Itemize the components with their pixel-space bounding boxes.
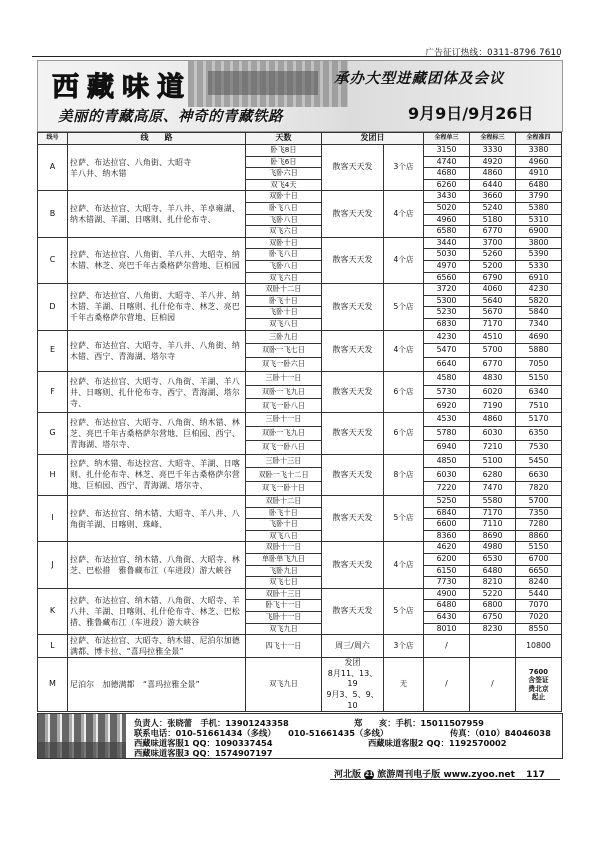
table-row (38, 237, 562, 249)
price-4star: 6480 (516, 179, 562, 191)
route-code: H (38, 454, 68, 495)
table-body (38, 145, 562, 712)
hotel-count: 3个店 (384, 635, 424, 658)
price-4star: 5450 (516, 454, 562, 468)
edition-label: 河北版 (334, 770, 362, 780)
trip-duration: 双卧一飞十二日 (246, 468, 322, 482)
trip-duration: 三卧十三日 (246, 454, 322, 468)
price-standard-3star: 8230 (470, 623, 516, 635)
price-4star: 6350 (516, 427, 562, 441)
departure-schedule: 散客天天发 (322, 191, 384, 237)
price-standard-3star: 3660 (470, 191, 516, 203)
ad-hotline: 广告征订热线：0311-8796 7610 (425, 48, 562, 58)
header-price1: 全程单三 (424, 133, 470, 145)
table-row (38, 496, 562, 508)
trip-duration: 双飞七日 (246, 577, 322, 589)
price-4star: 8860 (516, 530, 562, 542)
banner-headline: 承办大型进藏团体及会议 (334, 71, 505, 87)
header-code: 线号 (38, 133, 68, 145)
price-single-3star: 6840 (424, 507, 470, 519)
price-standard-3star: 5580 (470, 496, 516, 508)
trip-duration: 双卧十日 (246, 237, 322, 249)
price-standard-3star: 6030 (470, 427, 516, 441)
price-standard-3star: 6280 (470, 468, 516, 482)
price-4star: 5150 (516, 542, 562, 554)
route-code: C (38, 237, 68, 283)
price-standard-3star (470, 635, 516, 658)
price-standard-3star: 4060 (470, 284, 516, 296)
price-single-3star: 7730 (424, 577, 470, 589)
price-single-3star: 8010 (424, 623, 470, 635)
price-standard-3star: 5180 (470, 214, 516, 226)
route-code: D (38, 284, 68, 330)
price-single-3star: 6150 (424, 565, 470, 577)
price-single-3star: 6430 (424, 612, 470, 624)
departure-schedule: 散客天天发 (322, 284, 384, 330)
departure-dates: 9月9日/9月26日 (408, 104, 534, 123)
price-standard-3star: 7170 (470, 507, 516, 519)
trip-duration: 飞卧八日 (246, 260, 322, 272)
hotel-count: 4个店 (384, 330, 424, 371)
price-single-3star: 5230 (424, 307, 470, 319)
trip-duration: 三卧十一日 (246, 413, 322, 427)
price-4star: 7020 (516, 612, 562, 624)
route-description: 拉萨、布达拉宫、纳木错、大昭寺、羊八井、八角街羊湖、日喀则、珠峰、 (68, 496, 246, 542)
price-4star: 5840 (516, 307, 562, 319)
route-description: 拉萨、布达拉宫、纳木错、八角街、大昭寺、羊八井、羊湖、日喀则、扎什伦布寺、林芝、巴松措、雅鲁藏布江（车进段）游大峡谷 (68, 588, 246, 634)
price-4star: 7510 (516, 399, 562, 413)
price-standard-3star: 5200 (470, 260, 516, 272)
price-standard-3star: 7210 (470, 440, 516, 454)
departure-schedule: 散客天天发 (322, 145, 384, 191)
price-single-3star: 5730 (424, 385, 470, 399)
price-standard-3star: 4920 (470, 156, 516, 168)
price-4star: 7350 (516, 507, 562, 519)
price-4star: 4960 (516, 156, 562, 168)
price-4star: 6650 (516, 565, 562, 577)
price-standard-3star: / (470, 658, 516, 712)
trip-duration: 双飞一卧六日 (246, 358, 322, 372)
trip-duration: 双卧十三日 (246, 588, 322, 600)
price-single-3star: 6920 (424, 399, 470, 413)
price-single-3star: 5250 (424, 496, 470, 508)
potala-palace-shadow (208, 71, 318, 95)
price-single-3star: / (424, 658, 470, 712)
departure-schedule: 发团 8月11、13、19 9月3、5、9、10 (322, 658, 384, 712)
price-single-3star: 4580 (424, 371, 470, 385)
price-single-3star: 5780 (424, 427, 470, 441)
price-4star: 5880 (516, 344, 562, 358)
price-single-3star: 4740 (424, 156, 470, 168)
table-row (38, 330, 562, 344)
price-single-3star: 5030 (424, 249, 470, 261)
route-description: 拉萨、布达拉宫、大昭寺、羊八井、羊卓雍湖、纳木错湖、羊湖、日喀则、扎什伦布寺、 (68, 191, 246, 237)
price-single-3star: 4960 (424, 214, 470, 226)
prayer-wheels-base (38, 742, 126, 758)
header-route: 线 路 (68, 133, 246, 145)
departure-schedule: 散客天天发 (322, 237, 384, 283)
price-4star: 5380 (516, 202, 562, 214)
price-4star: 6900 (516, 226, 562, 238)
price-single-3star: 7220 (424, 482, 470, 496)
price-single-3star: 3440 (424, 237, 470, 249)
hotel-count: 4个店 (384, 542, 424, 588)
price-single-3star: 4530 (424, 413, 470, 427)
footer-divider (330, 779, 560, 780)
hotel-count: 3个店 (384, 145, 424, 191)
price-standard-3star: 3330 (470, 145, 516, 157)
price-standard-3star: 6480 (470, 565, 516, 577)
price-4star: 3380 (516, 145, 562, 157)
price-4star: 7050 (516, 358, 562, 372)
departure-schedule: 散客天天发 (322, 454, 384, 495)
price-4star: 5330 (516, 260, 562, 272)
price-4star: 4230 (516, 284, 562, 296)
hotel-count: 5个店 (384, 588, 424, 634)
price-4star: 5820 (516, 295, 562, 307)
price-4star: 6340 (516, 385, 562, 399)
route-description: 拉萨、布达拉宫、大昭寺、纳木错、尼泊尔加德满都、博卡拉、“喜玛拉雅全景” (68, 635, 246, 658)
price-single-3star: 8360 (424, 530, 470, 542)
publication-url[interactable]: www.zyoo.net (443, 770, 515, 780)
hotel-count: 6个店 (384, 371, 424, 412)
price-single-3star: 6580 (424, 226, 470, 238)
price-standard-3star: 5100 (470, 454, 516, 468)
price-standard-3star: 5670 (470, 307, 516, 319)
price-single-3star: 6640 (424, 358, 470, 372)
route-code: M (38, 658, 68, 712)
table-row (38, 635, 562, 658)
price-single-3star: 4680 (424, 168, 470, 180)
trip-duration: 双卧一飞九日 (246, 427, 322, 441)
table-header-row (38, 133, 562, 145)
table-row (38, 658, 562, 712)
departure-schedule: 散客天天发 (322, 588, 384, 634)
table-row (38, 542, 562, 554)
price-single-3star: 4230 (424, 330, 470, 344)
header-divider (32, 56, 560, 57)
contact-second: 郑 亥：手机：15011507959 (354, 718, 484, 728)
route-code: F (38, 371, 68, 412)
price-4star: 7070 (516, 600, 562, 612)
trip-duration: 四飞十一日 (246, 635, 322, 658)
price-single-3star: 4620 (424, 542, 470, 554)
hotel-count: 4个店 (384, 191, 424, 237)
price-standard-3star: 6790 (470, 272, 516, 284)
route-description: 拉萨、纳木错、布达拉宫、大昭寺、羊湖、日喀则、扎什伦布寺、林芝、亮巴千年古桑格萨尔营地、巨柏园、西宁、青海湖、塔尔寺、 (68, 454, 246, 495)
trip-duration: 卧飞十一日 (246, 600, 322, 612)
trip-duration: 双飞4天 (246, 179, 322, 191)
departure-schedule: 散客天天发 (322, 330, 384, 371)
trip-duration: 双飞九日 (246, 623, 322, 635)
price-single-3star: 4850 (424, 454, 470, 468)
route-description: 拉萨、布达拉宫、纳木错、八角街、大昭寺、林芝、巴松措 雅鲁藏布江（车进段）游大峡谷 (68, 542, 246, 588)
trip-duration: 双飞一卧十日 (246, 482, 322, 496)
price-standard-3star: 5220 (470, 588, 516, 600)
trip-duration: 三卧十一日 (246, 371, 322, 385)
price-4star: 5170 (516, 413, 562, 427)
logo-title: 西藏味道 (52, 72, 192, 103)
route-description: 拉萨、布达拉宫、八角街、羊八井、大昭寺、纳木错、林芝、亮巴千年古桑格萨尔营地、巨柏园 (68, 237, 246, 283)
trip-duration: 双飞一卧八日 (246, 399, 322, 413)
departure-schedule: 散客天天发 (322, 371, 384, 412)
price-4star: 5150 (516, 371, 562, 385)
price-single-3star: 4970 (424, 260, 470, 272)
price-4star: 6700 (516, 554, 562, 566)
price-standard-3star: 6440 (470, 179, 516, 191)
route-description: 尼泊尔 加德满都 “喜玛拉雅全景” (68, 658, 246, 712)
price-standard-3star: 5700 (470, 344, 516, 358)
price-single-3star: 5470 (424, 344, 470, 358)
departure-schedule: 散客天天发 (322, 542, 384, 588)
price-4star: 4910 (516, 168, 562, 180)
trip-duration: 双飞九日 (246, 658, 322, 712)
globe-icon: 21 (364, 770, 374, 778)
trip-duration: 双飞八日 (246, 318, 322, 330)
price-standard-3star: 6770 (470, 226, 516, 238)
route-description: 拉萨、布达拉宫、大昭寺、八角街、羊湖、羊八井、日喀则、扎什伦布寺、西宁、青海湖、塔尔寺、 (68, 371, 246, 412)
price-single-3star: 4900 (424, 588, 470, 600)
trip-duration: 双飞一卧八日 (246, 440, 322, 454)
trip-duration: 双卧十二日 (246, 496, 322, 508)
hotel-count: 4个店 (384, 237, 424, 283)
price-4star: 4690 (516, 330, 562, 344)
price-standard-3star: 7190 (470, 399, 516, 413)
table-row (38, 284, 562, 296)
trip-duration: 三卧九日 (246, 330, 322, 344)
price-standard-3star: 6770 (470, 358, 516, 372)
trip-duration: 双卧十日 (246, 191, 322, 203)
price-single-3star: 6560 (424, 272, 470, 284)
table-row (38, 191, 562, 203)
price-standard-3star: 4980 (470, 542, 516, 554)
price-standard-3star: 4510 (470, 330, 516, 344)
price-standard-3star: 5240 (470, 202, 516, 214)
contact-phone: 联系电话：010-51661434（多线） 010-51661435（多线） (134, 728, 389, 738)
route-code: B (38, 191, 68, 237)
price-single-3star: 6200 (424, 554, 470, 566)
hotel-count: 8个店 (384, 454, 424, 495)
departure-schedule: 周三/周六 (322, 635, 384, 658)
price-single-3star: 6940 (424, 440, 470, 454)
trip-duration: 飞卧八日 (246, 214, 322, 226)
price-standard-3star: 8210 (470, 577, 516, 589)
trip-duration: 飞卧六日 (246, 168, 322, 180)
hotel-count: 无 (384, 658, 424, 712)
trip-duration: 双飞六日 (246, 226, 322, 238)
publication-name: 旅游周刊电子版 (377, 770, 441, 780)
header-price2: 全程标三 (470, 133, 516, 145)
route-description: 拉萨、布达拉宫、八角街、大昭寺、羊八井、纳木错、羊湖、日喀则、扎什伦布寺、林芝、亮巴千年古桑格萨尔营地、巨柏园 (68, 284, 246, 330)
trip-duration: 双卧一飞九日 (246, 385, 322, 399)
trip-duration: 卧飞8日 (246, 145, 322, 157)
trip-duration: 卧飞十日 (246, 507, 322, 519)
table-row (38, 588, 562, 600)
trip-duration: 卧飞八日 (246, 249, 322, 261)
trip-duration: 卧飞八日 (246, 202, 322, 214)
price-4star: 5700 (516, 496, 562, 508)
price-4star: 7530 (516, 440, 562, 454)
hotel-count: 6个店 (384, 413, 424, 454)
contact-fax: 传真：（010）84046038 (450, 728, 551, 738)
route-description: 拉萨、布达拉宫、八角街、大昭寺 羊八井、纳木错 (68, 145, 246, 191)
price-standard-3star: 6800 (470, 600, 516, 612)
contact-qq3: 西藏味道客服3 QQ：1574907197 (134, 748, 273, 758)
price-4star: 7280 (516, 519, 562, 531)
contact-manager: 负责人：张晓蕾 手机：13901243358 (134, 718, 289, 728)
trip-duration: 飞卧九日 (246, 565, 322, 577)
departure-schedule: 散客天天发 (322, 496, 384, 542)
price-4star: 8550 (516, 623, 562, 635)
departure-schedule: 散客天天发 (322, 413, 384, 454)
header-price3: 全程准四 (516, 133, 562, 145)
price-single-3star: 6600 (424, 519, 470, 531)
price-single-3star: 3720 (424, 284, 470, 296)
trip-duration: 双卧一飞七日 (246, 344, 322, 358)
table-row (38, 371, 562, 385)
trip-duration: 卧飞6日 (246, 156, 322, 168)
hotel-count: 5个店 (384, 496, 424, 542)
table-row (38, 413, 562, 427)
price-standard-3star: 6750 (470, 612, 516, 624)
price-single-3star: 6480 (424, 600, 470, 612)
trip-duration: 飞卧十一日 (246, 612, 322, 624)
trip-duration: 卧飞十日 (246, 295, 322, 307)
route-code: J (38, 542, 68, 588)
price-standard-3star: 7110 (470, 519, 516, 531)
price-standard-3star: 3700 (470, 237, 516, 249)
price-4star: 3800 (516, 237, 562, 249)
table-row (38, 454, 562, 468)
route-description: 拉萨、布达拉宫、大昭寺、八角街、纳木错、林芝、亮巴千年古桑格萨尔营地、巨柏园、西宁、青海湖、塔尔寺、 (68, 413, 246, 454)
price-single-3star: 3150 (424, 145, 470, 157)
trip-duration: 双飞八日 (246, 530, 322, 542)
price-4star: 3790 (516, 191, 562, 203)
price-single-3star: 3430 (424, 191, 470, 203)
price-standard-3star: 4860 (470, 168, 516, 180)
price-4star: 7340 (516, 318, 562, 330)
price-4star: 7600 含签证 费北京 起止 (516, 658, 562, 712)
contact-qq2: 西藏味道客服2 QQ：1192570002 (368, 738, 507, 748)
trip-duration: 飞卧十日 (246, 519, 322, 531)
route-code: L (38, 635, 68, 658)
header-days: 天数 (246, 133, 322, 145)
banner (37, 60, 563, 132)
route-code: A (38, 145, 68, 191)
route-code: G (38, 413, 68, 454)
price-4star: 8240 (516, 577, 562, 589)
price-single-3star: 6830 (424, 318, 470, 330)
route-code: E (38, 330, 68, 371)
price-standard-3star: 5640 (470, 295, 516, 307)
price-standard-3star: 8690 (470, 530, 516, 542)
route-code: K (38, 588, 68, 634)
price-standard-3star: 7170 (470, 318, 516, 330)
page-number: 117 (526, 770, 545, 780)
trip-duration: 双卧十二日 (246, 284, 322, 296)
contact-qq1: 西藏味道客服1 QQ：1090337454 (134, 738, 273, 748)
contact-panel (37, 713, 563, 759)
trip-duration: 飞卧十日 (246, 307, 322, 319)
route-description: 拉萨、布达拉宫、大昭寺、羊八井、八角街、纳木错、西宁、青海湖、塔尔寺 (68, 330, 246, 371)
price-single-3star: / (424, 635, 470, 658)
price-4star: 5390 (516, 249, 562, 261)
price-standard-3star: 6530 (470, 554, 516, 566)
price-single-3star: 6030 (424, 468, 470, 482)
price-4star: 7820 (516, 482, 562, 496)
banner-slogan: 美丽的青藏高原、神奇的青藏铁路 (58, 109, 283, 125)
price-4star: 10800 (516, 635, 562, 658)
price-standard-3star: 5260 (470, 249, 516, 261)
tour-price-table (37, 132, 562, 712)
header-departure: 发团日 (322, 133, 424, 145)
price-standard-3star: 7470 (470, 482, 516, 496)
price-4star: 5440 (516, 588, 562, 600)
price-single-3star: 5020 (424, 202, 470, 214)
trip-duration: 双卧十一日 (246, 542, 322, 554)
hotel-count: 5个店 (384, 284, 424, 330)
price-4star: 6910 (516, 272, 562, 284)
trip-duration: 双飞六日 (246, 272, 322, 284)
table-row (38, 145, 562, 157)
trip-duration: 单卧单飞九日 (246, 554, 322, 566)
price-single-3star: 5300 (424, 295, 470, 307)
price-standard-3star: 6020 (470, 385, 516, 399)
price-single-3star: 6260 (424, 179, 470, 191)
price-4star: 5310 (516, 214, 562, 226)
route-code: I (38, 496, 68, 542)
price-standard-3star: 4860 (470, 413, 516, 427)
price-4star: 6630 (516, 468, 562, 482)
price-standard-3star: 4830 (470, 371, 516, 385)
